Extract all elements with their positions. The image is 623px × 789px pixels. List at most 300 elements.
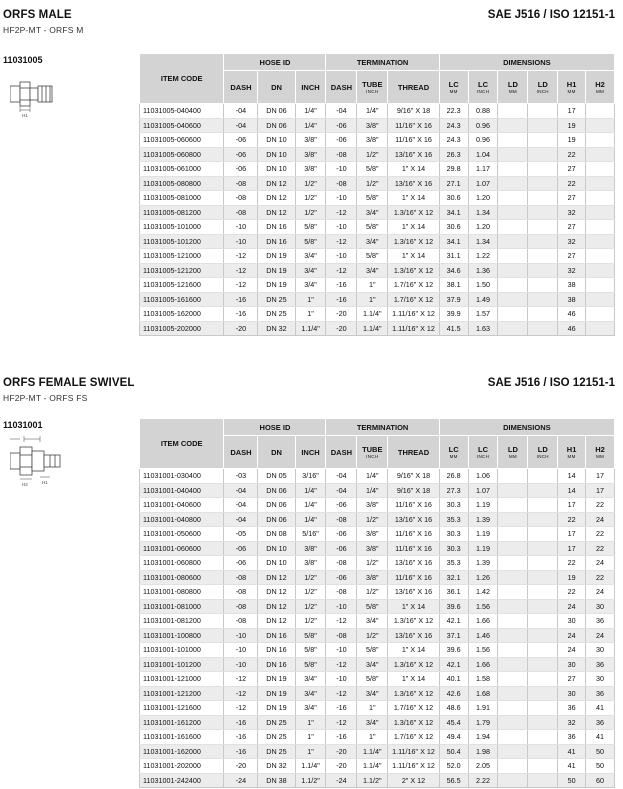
table-cell xyxy=(528,614,558,629)
table-cell: -12 xyxy=(224,278,258,293)
table-cell: 11/16" X 16 xyxy=(388,527,440,542)
header-lc-mm xyxy=(439,71,468,104)
table-cell: 11/16" X 16 xyxy=(388,570,440,585)
table-cell: 52.0 xyxy=(439,759,468,774)
table-cell: 29.8 xyxy=(439,162,468,177)
table-cell: 36 xyxy=(558,701,586,716)
table-row xyxy=(140,715,615,730)
table-cell: 11031001-161200 xyxy=(140,715,224,730)
table-cell: 3/8" xyxy=(357,541,388,556)
table-cell: 1.22 xyxy=(468,249,498,264)
table-cell: 11031005-040600 xyxy=(140,118,224,133)
table-cell: 27 xyxy=(558,672,586,687)
table-cell: 0.88 xyxy=(468,104,498,119)
table-cell: 1.7/16" X 12 xyxy=(388,701,440,716)
table-cell: 3/4" xyxy=(357,715,388,730)
table-cell: -16 xyxy=(224,730,258,745)
header-h1-label: H1 xyxy=(566,80,577,89)
table-cell: 11031005-121000 xyxy=(140,249,224,264)
table-cell: DN 06 xyxy=(258,483,295,498)
table-cell: -04 xyxy=(326,469,357,484)
table-cell: 26.8 xyxy=(439,469,468,484)
table-cell: -10 xyxy=(224,220,258,235)
table-cell: 3/8" xyxy=(357,133,388,148)
table-cell: 22 xyxy=(585,527,614,542)
table-cell: 13/16" X 16 xyxy=(388,585,440,600)
table-cell: 11031001-242400 xyxy=(140,773,224,788)
table-cell: 32 xyxy=(558,205,586,220)
table-cell: 5/8" xyxy=(357,672,388,687)
table-cell: 24 xyxy=(558,628,586,643)
table-cell: 30.6 xyxy=(439,191,468,206)
table-cell: 9/16" X 18 xyxy=(388,104,440,119)
table-cell xyxy=(528,133,558,148)
table-cell: -12 xyxy=(326,657,357,672)
table-cell: 3/4" xyxy=(295,686,326,701)
header-h2-unit: MM xyxy=(595,89,605,94)
table-cell: -08 xyxy=(326,628,357,643)
table-cell xyxy=(585,176,614,191)
table-cell: 27.1 xyxy=(439,176,468,191)
table-cell: 41 xyxy=(558,759,586,774)
table-cell: 9/16" X 18 xyxy=(388,483,440,498)
header-ld-label: LD xyxy=(537,80,548,89)
table-cell: 11031001-040600 xyxy=(140,498,224,513)
table-cell: DN 19 xyxy=(258,249,295,264)
table-cell: 1" xyxy=(295,292,326,307)
table-cell: 60 xyxy=(585,773,614,788)
table-cell: DN 19 xyxy=(258,278,295,293)
table-cell: DN 06 xyxy=(258,498,295,513)
orfs-male-fitting-drawing xyxy=(10,68,66,118)
table-cell: 3/8" xyxy=(295,147,326,162)
header-ld-label: LD xyxy=(537,445,548,454)
table-cell xyxy=(498,512,528,527)
table-cell xyxy=(585,162,614,177)
table-cell: 1.1/4" xyxy=(357,307,388,322)
table-cell: 11031005-101200 xyxy=(140,234,224,249)
table-cell: DN 12 xyxy=(258,599,295,614)
table-cell: 24 xyxy=(558,599,586,614)
table-row xyxy=(140,469,615,484)
table-cell: -03 xyxy=(224,469,258,484)
header-ld-mm xyxy=(498,71,528,104)
table-cell: 17 xyxy=(558,498,586,513)
table-cell: 5/8" xyxy=(295,220,326,235)
table-cell: 36 xyxy=(585,614,614,629)
table-cell: 11031005-121600 xyxy=(140,278,224,293)
table-cell: -06 xyxy=(326,133,357,148)
table-cell: 1/2" xyxy=(295,191,326,206)
table-cell: DN 10 xyxy=(258,133,295,148)
table-cell: 11031001-081000 xyxy=(140,599,224,614)
table-cell: 1.11/16" X 12 xyxy=(388,744,440,759)
table-cell: -08 xyxy=(326,512,357,527)
table-cell xyxy=(498,118,528,133)
product-code: 11031005 xyxy=(3,55,43,65)
table-cell: 5/16" xyxy=(295,527,326,542)
table-row xyxy=(140,759,615,774)
table-cell: 1.36 xyxy=(468,263,498,278)
table-cell: 5/8" xyxy=(357,599,388,614)
header-ld-unit: MM xyxy=(508,89,517,94)
table-cell: 11031001-050600 xyxy=(140,527,224,542)
table-cell: -06 xyxy=(326,570,357,585)
table-cell xyxy=(528,205,558,220)
table-cell: 11031001-080800 xyxy=(140,585,224,600)
table-cell: 50.4 xyxy=(439,744,468,759)
table-cell: 22 xyxy=(558,512,586,527)
table-cell: 3/4" xyxy=(357,234,388,249)
table-cell: 36 xyxy=(558,730,586,745)
header-ld-unit: INCH xyxy=(536,454,549,459)
table-cell: 56.5 xyxy=(439,773,468,788)
table-cell: -20 xyxy=(326,307,357,322)
table-cell: 1.7/16" X 12 xyxy=(388,278,440,293)
table-cell: 19 xyxy=(558,118,586,133)
header-ld-mm xyxy=(498,436,528,469)
product-code: 11031001 xyxy=(3,420,43,430)
table-row xyxy=(140,483,615,498)
table-cell xyxy=(585,205,614,220)
header-dimensions: DIMENSIONS xyxy=(439,419,614,436)
table-cell: -08 xyxy=(224,176,258,191)
table-cell xyxy=(498,759,528,774)
table-cell: 24.3 xyxy=(439,133,468,148)
table-cell: 50 xyxy=(585,759,614,774)
table-cell xyxy=(585,104,614,119)
table-cell: DN 06 xyxy=(258,512,295,527)
header-thread: THREAD xyxy=(388,436,440,469)
table-cell: -05 xyxy=(224,527,258,542)
table-cell: 11031005-121200 xyxy=(140,263,224,278)
table-cell xyxy=(498,773,528,788)
header-lc-unit: INCH xyxy=(476,89,490,94)
table-cell xyxy=(498,686,528,701)
table-cell: -10 xyxy=(224,657,258,672)
table-cell xyxy=(528,483,558,498)
table-cell: -08 xyxy=(224,599,258,614)
table-cell: 1.07 xyxy=(468,483,498,498)
table-cell: 42.1 xyxy=(439,614,468,629)
header-lc-inch xyxy=(468,71,498,104)
table-cell xyxy=(498,162,528,177)
table-cell: -10 xyxy=(326,249,357,264)
table-row xyxy=(140,599,615,614)
table-cell: 1.39 xyxy=(468,556,498,571)
table-cell: 1/2" xyxy=(295,176,326,191)
table-cell: DN 12 xyxy=(258,205,295,220)
table-row xyxy=(140,307,615,322)
table-cell xyxy=(498,191,528,206)
table-cell: 19 xyxy=(558,570,586,585)
table-cell xyxy=(528,498,558,513)
table-cell xyxy=(528,469,558,484)
header-lc-label: LC xyxy=(448,80,459,89)
table-row xyxy=(140,643,615,658)
table-cell: 1.07 xyxy=(468,176,498,191)
table-cell: 34.6 xyxy=(439,263,468,278)
table-cell xyxy=(585,234,614,249)
table-cell: 1.63 xyxy=(468,321,498,336)
table-cell: 1/2" xyxy=(357,512,388,527)
table-cell: 1.49 xyxy=(468,292,498,307)
table-row xyxy=(140,292,615,307)
table-cell: 3/8" xyxy=(295,556,326,571)
table-cell xyxy=(498,657,528,672)
table-row xyxy=(140,527,615,542)
table-cell: -10 xyxy=(326,643,357,658)
table-cell: DN 16 xyxy=(258,234,295,249)
table-cell: 11031001-060800 xyxy=(140,556,224,571)
header-h2-label: H2 xyxy=(595,80,605,89)
table-cell: -06 xyxy=(224,556,258,571)
table-cell: -06 xyxy=(326,527,357,542)
table-cell: 1.3/16" X 12 xyxy=(388,657,440,672)
table-cell: 37.1 xyxy=(439,628,468,643)
table-cell: 0.96 xyxy=(468,118,498,133)
orfs-male-spec-table xyxy=(139,53,615,336)
table-cell: -16 xyxy=(326,292,357,307)
header-dn: DN xyxy=(258,436,295,469)
table-body xyxy=(140,469,615,788)
table-cell: DN 12 xyxy=(258,570,295,585)
header-ld-inch xyxy=(528,71,558,104)
table-cell: 14 xyxy=(558,483,586,498)
table-cell: 27.3 xyxy=(439,483,468,498)
table-cell xyxy=(528,570,558,585)
table-cell: 1.20 xyxy=(468,220,498,235)
table-cell: 27 xyxy=(558,191,586,206)
table-cell: 1/4" xyxy=(357,104,388,119)
table-cell: 1" xyxy=(295,730,326,745)
table-cell: 1.3/16" X 12 xyxy=(388,614,440,629)
header-termination-dash: DASH xyxy=(326,71,357,104)
section-title: ORFS MALE xyxy=(3,9,72,21)
table-cell: 1.66 xyxy=(468,614,498,629)
table-cell xyxy=(498,234,528,249)
table-cell: 11031001-101000 xyxy=(140,643,224,658)
table-cell: 11031005-162000 xyxy=(140,307,224,322)
table-cell: 34.1 xyxy=(439,205,468,220)
table-row xyxy=(140,321,615,336)
orfs-female-swivel-fitting-drawing xyxy=(10,433,70,489)
table-cell: 11031001-121200 xyxy=(140,686,224,701)
table-cell: 5/8" xyxy=(357,191,388,206)
table-cell xyxy=(498,220,528,235)
table-cell: 1.79 xyxy=(468,715,498,730)
table-cell xyxy=(528,556,558,571)
table-cell: 22 xyxy=(558,585,586,600)
header-tube-label: TUBE xyxy=(362,80,383,89)
table-cell: 1.34 xyxy=(468,205,498,220)
table-cell: 17 xyxy=(585,469,614,484)
table-cell: 19 xyxy=(558,133,586,148)
table-cell: 3/4" xyxy=(357,686,388,701)
table-cell xyxy=(528,585,558,600)
table-cell: 41 xyxy=(558,744,586,759)
table-cell: 1" xyxy=(357,292,388,307)
table-cell: 1" xyxy=(357,701,388,716)
table-cell: 24 xyxy=(585,628,614,643)
table-cell: 1/4" xyxy=(357,469,388,484)
table-cell: 1" xyxy=(357,730,388,745)
header-thread: THREAD xyxy=(388,71,440,104)
table-body xyxy=(140,104,615,336)
table-cell: 24.3 xyxy=(439,118,468,133)
header-h1 xyxy=(558,71,586,104)
table-cell xyxy=(498,556,528,571)
table-cell: 13/16" X 16 xyxy=(388,628,440,643)
table-cell: 3/8" xyxy=(295,541,326,556)
table-cell: 30 xyxy=(585,599,614,614)
header-h1 xyxy=(558,436,586,469)
table-cell: 1.1/2" xyxy=(295,773,326,788)
table-cell: 24 xyxy=(585,512,614,527)
table-cell: -08 xyxy=(224,191,258,206)
table-cell: DN 25 xyxy=(258,715,295,730)
table-cell: -04 xyxy=(224,118,258,133)
table-cell: 1.98 xyxy=(468,744,498,759)
header-ld-unit: INCH xyxy=(536,89,549,94)
table-cell: 27 xyxy=(558,162,586,177)
header-ld-inch xyxy=(528,436,558,469)
table-cell: 11031005-080800 xyxy=(140,176,224,191)
header-item-code: ITEM CODE xyxy=(140,419,224,469)
table-cell: 1.50 xyxy=(468,278,498,293)
table-cell: -16 xyxy=(326,278,357,293)
table-cell xyxy=(498,570,528,585)
table-cell xyxy=(585,292,614,307)
table-cell xyxy=(528,686,558,701)
table-cell xyxy=(498,133,528,148)
table-row xyxy=(140,104,615,119)
table-cell: 5/8" xyxy=(357,162,388,177)
table-cell: DN 05 xyxy=(258,469,295,484)
table-cell: 27 xyxy=(558,220,586,235)
section-subtitle: HF2P-MT - ORFS FS xyxy=(3,393,88,403)
header-ld-unit: MM xyxy=(508,454,517,459)
header-lc-label: LC xyxy=(448,445,459,454)
table-row xyxy=(140,686,615,701)
table-cell: 11031005-060800 xyxy=(140,147,224,162)
table-cell xyxy=(498,585,528,600)
table-cell: 26.3 xyxy=(439,147,468,162)
table-cell: 1" X 14 xyxy=(388,599,440,614)
table-cell: 3/4" xyxy=(295,249,326,264)
table-cell: 32 xyxy=(558,234,586,249)
table-cell: -04 xyxy=(326,483,357,498)
table-cell: -12 xyxy=(326,686,357,701)
table-cell: -16 xyxy=(326,730,357,745)
table-cell xyxy=(498,715,528,730)
table-cell: 1.17 xyxy=(468,162,498,177)
table-cell xyxy=(528,715,558,730)
table-cell: 1.19 xyxy=(468,541,498,556)
table-cell: -20 xyxy=(224,321,258,336)
table-cell: 30 xyxy=(558,657,586,672)
table-cell: DN 32 xyxy=(258,321,295,336)
table-cell: 1.3/16" X 12 xyxy=(388,205,440,220)
table-cell: 1/2" xyxy=(295,585,326,600)
table-cell: 24 xyxy=(585,556,614,571)
table-cell: 39.6 xyxy=(439,643,468,658)
header-h1-unit: MM xyxy=(567,454,576,459)
table-cell xyxy=(528,234,558,249)
table-cell: -20 xyxy=(326,759,357,774)
table-cell: 11/16" X 16 xyxy=(388,498,440,513)
table-cell: 1.1/4" xyxy=(357,744,388,759)
table-row xyxy=(140,205,615,220)
header-lc-label: LC xyxy=(478,80,489,89)
header-lc-mm xyxy=(439,436,468,469)
table-cell: 2.05 xyxy=(468,759,498,774)
table-cell xyxy=(528,744,558,759)
table-cell: 22 xyxy=(585,570,614,585)
section-subtitle: HF2P-MT - ORFS M xyxy=(3,25,84,35)
table-cell xyxy=(585,263,614,278)
table-cell: 24 xyxy=(585,585,614,600)
table-cell: 41 xyxy=(585,701,614,716)
table-cell: 1" X 14 xyxy=(388,191,440,206)
table-cell xyxy=(498,498,528,513)
table-row xyxy=(140,191,615,206)
header-hose-id: HOSE ID xyxy=(224,419,326,436)
table-cell: 9/16" X 18 xyxy=(388,469,440,484)
table-cell: 1.06 xyxy=(468,469,498,484)
table-cell: 36 xyxy=(585,657,614,672)
table-cell: DN 16 xyxy=(258,220,295,235)
table-cell xyxy=(528,672,558,687)
table-cell: DN 10 xyxy=(258,556,295,571)
table-cell: 3/8" xyxy=(295,162,326,177)
table-cell: 32 xyxy=(558,263,586,278)
table-cell: 17 xyxy=(558,527,586,542)
table-cell: DN 12 xyxy=(258,585,295,600)
table-cell: 5/8" xyxy=(295,234,326,249)
table-row xyxy=(140,176,615,191)
table-cell: DN 25 xyxy=(258,730,295,745)
header-h2-label: H2 xyxy=(595,445,605,454)
table-cell: DN 12 xyxy=(258,176,295,191)
table-cell: 11031001-121000 xyxy=(140,672,224,687)
table-cell: -12 xyxy=(224,701,258,716)
section-title: ORFS FEMALE SWIVEL xyxy=(3,377,135,389)
table-cell: -24 xyxy=(224,773,258,788)
section-standard: SAE J516 / ISO 12151-1 xyxy=(487,377,615,389)
table-cell: 1" X 14 xyxy=(388,220,440,235)
header-lc-unit: MM xyxy=(449,454,458,459)
table-cell xyxy=(528,599,558,614)
table-cell xyxy=(498,483,528,498)
table-cell: DN 12 xyxy=(258,191,295,206)
table-row xyxy=(140,556,615,571)
table-cell: 39.9 xyxy=(439,307,468,322)
table-cell: 1" X 14 xyxy=(388,643,440,658)
header-ld-label: LD xyxy=(507,80,518,89)
table-cell xyxy=(528,730,558,745)
table-cell: -10 xyxy=(326,191,357,206)
table-cell: 3/4" xyxy=(357,263,388,278)
table-cell xyxy=(498,278,528,293)
table-cell: -06 xyxy=(224,541,258,556)
table-cell: 1.11/16" X 12 xyxy=(388,321,440,336)
table-cell: 3/16" xyxy=(295,469,326,484)
table-cell: 11031001-162000 xyxy=(140,744,224,759)
table-cell: 30 xyxy=(558,614,586,629)
table-cell xyxy=(498,249,528,264)
table-cell: 42.6 xyxy=(439,686,468,701)
